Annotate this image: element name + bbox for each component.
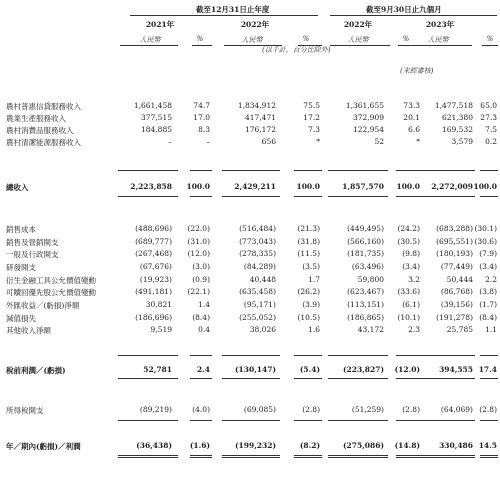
- table-cell: 9,519: [150, 325, 172, 334]
- table-cell: (488,696): [135, 224, 172, 233]
- table-cell: (683,288): [436, 224, 473, 233]
- table-cell: 52: [374, 137, 384, 146]
- table-cell: (2.8): [402, 405, 420, 414]
- table-cell: (30.1): [474, 224, 497, 233]
- year-header: 2022年: [240, 20, 270, 29]
- total-double-rule: [404, 455, 475, 458]
- table-cell: (199,232): [234, 441, 276, 450]
- table-cell: (181,735): [347, 249, 384, 258]
- row-label: 農村消費品服務收入: [6, 126, 74, 135]
- header-group-rule: [330, 15, 497, 16]
- table-cell: (635,458): [239, 287, 276, 296]
- table-cell: 372,909: [352, 113, 384, 122]
- thousands-note: (以千計，百分比除外): [262, 46, 331, 54]
- table-cell: (26.2): [297, 287, 320, 296]
- unit-rmb-header: 人民幣: [241, 36, 263, 44]
- table-cell: (19,923): [139, 275, 172, 284]
- total-double-rule: [222, 455, 280, 458]
- table-cell: (186,696): [135, 313, 172, 322]
- table-cell: (10.1): [397, 313, 420, 322]
- table-cell: (6.1): [402, 300, 420, 309]
- table-cell: 1,477,518: [434, 101, 473, 110]
- table-cell: (695,551): [436, 237, 473, 246]
- subtotal-rule: [328, 196, 388, 197]
- subtotal-rule: [118, 355, 178, 356]
- table-cell: 3.2: [408, 275, 420, 284]
- subtotal-rule: [190, 355, 212, 356]
- table-cell: 100.0: [473, 182, 497, 191]
- table-cell: (31.8): [297, 237, 320, 246]
- table-cell: (86,768): [440, 287, 473, 296]
- table-cell: (623,467): [347, 287, 384, 296]
- table-cell: 100.0: [296, 182, 320, 191]
- table-cell: (64,069): [440, 405, 473, 414]
- table-cell: (39,156): [440, 300, 473, 309]
- table-cell: (89,219): [139, 405, 172, 414]
- subtotal-rule: [480, 196, 498, 197]
- row-label: 其他收入淨額: [6, 326, 51, 335]
- year-group-title: 截至12月31日止年度: [196, 5, 270, 14]
- table-cell: 6.6: [408, 125, 420, 134]
- subtotal-rule: [294, 420, 322, 421]
- table-cell: (30.6): [474, 237, 497, 246]
- table-cell: 74.7: [193, 101, 210, 110]
- table-cell: (14.8): [394, 441, 420, 450]
- subtotal-rule: [222, 355, 280, 356]
- table-cell: (130,147): [234, 365, 276, 374]
- table-cell: 17.4: [478, 365, 497, 374]
- table-cell: 2,272,009: [431, 182, 473, 191]
- column-header-rule: [192, 45, 212, 46]
- row-label: 所得稅開支: [6, 406, 44, 415]
- year-header: 2023年: [425, 20, 455, 29]
- year-header: 2022年: [343, 20, 373, 29]
- table-cell: 1.4: [198, 300, 210, 309]
- table-cell: (5.4): [299, 365, 320, 374]
- table-cell: (21.3): [297, 224, 320, 233]
- table-cell: 330,486: [439, 441, 473, 450]
- subtotal-rule: [222, 196, 280, 197]
- column-header-rule: [406, 45, 472, 46]
- table-cell: (33.6): [397, 287, 420, 296]
- total-double-rule: [480, 455, 498, 458]
- row-label: 外匯收益／(虧損)淨額: [6, 301, 80, 310]
- table-cell: 38,026: [249, 325, 276, 334]
- table-cell: 169,532: [441, 125, 473, 134]
- row-label: 減值損失: [6, 314, 36, 323]
- subtotal-rule: [404, 378, 475, 379]
- subtotal-rule: [222, 420, 280, 421]
- table-cell: (31.0): [187, 237, 210, 246]
- table-cell: 176,172: [244, 125, 276, 134]
- total-double-rule: [328, 455, 388, 458]
- subtotal-rule: [190, 420, 212, 421]
- table-cell: (3.9): [302, 300, 320, 309]
- subtotal-rule: [480, 355, 498, 356]
- table-cell: 17.0: [193, 113, 210, 122]
- subtotal-rule: [118, 378, 178, 379]
- row-label: 農村普惠信貸服務收入: [6, 102, 81, 111]
- table-cell: (84,289): [243, 262, 276, 271]
- unit-pct-header: %: [302, 35, 310, 43]
- table-cell: 394,555: [439, 365, 473, 374]
- header-group-rule: [130, 15, 318, 16]
- table-cell: –: [206, 137, 210, 146]
- table-cell: (22.0): [187, 224, 210, 233]
- table-cell: 27.3: [480, 113, 497, 122]
- table-cell: (0.9): [192, 275, 210, 284]
- table-cell: 73.3: [403, 101, 420, 110]
- table-cell: *: [316, 137, 320, 146]
- table-cell: (3.5): [302, 262, 320, 271]
- table-cell: (22.1): [187, 287, 210, 296]
- subtotal-rule: [118, 196, 178, 197]
- subtotal-rule: [294, 196, 322, 197]
- table-cell: (12.0): [394, 365, 420, 374]
- table-cell: 2.2: [485, 275, 497, 284]
- table-cell: 75.5: [303, 101, 320, 110]
- table-cell: (2.8): [302, 405, 320, 414]
- table-cell: (11.5): [297, 249, 320, 258]
- subtotal-rule: [404, 196, 475, 197]
- table-cell: (255,052): [239, 313, 276, 322]
- total-double-rule: [190, 455, 212, 458]
- subtotal-rule: [480, 420, 498, 421]
- table-cell: (113,151): [347, 300, 384, 309]
- table-cell: 1,361,655: [345, 101, 384, 110]
- table-cell: (180,193): [436, 249, 473, 258]
- table-cell: (3.8): [479, 287, 497, 296]
- total-double-rule: [118, 455, 178, 458]
- unit-rmb-header: 人民幣: [139, 36, 161, 44]
- table-cell: 1.6: [308, 325, 320, 334]
- table-cell: (63,496): [351, 262, 384, 271]
- table-cell: (516,484): [239, 224, 276, 233]
- table-cell: 100.0: [186, 182, 210, 191]
- table-cell: (8.4): [479, 313, 497, 322]
- table-cell: 43,172: [357, 325, 384, 334]
- row-label: 銷售成本: [6, 225, 36, 234]
- table-cell: 7.5: [485, 125, 497, 134]
- unit-pct-header: %: [486, 35, 494, 43]
- table-cell: 0.4: [198, 325, 210, 334]
- column-header-rule: [482, 45, 498, 46]
- subtotal-rule: [480, 378, 498, 379]
- table-cell: 20.1: [403, 113, 420, 122]
- table-cell: 7.3: [308, 125, 320, 134]
- row-label: 研發開支: [6, 263, 36, 272]
- table-cell: 1,834,912: [237, 101, 276, 110]
- table-cell: (12.0): [187, 249, 210, 258]
- table-cell: 122,954: [352, 125, 384, 134]
- table-cell: 17.2: [303, 113, 320, 122]
- table-cell: (3.4): [402, 262, 420, 271]
- subtotal-rule: [480, 170, 498, 171]
- unit-pct-header: %: [402, 35, 410, 43]
- table-cell: 30,821: [145, 300, 172, 309]
- table-cell: (3.0): [192, 262, 210, 271]
- subtotal-rule: [328, 378, 388, 379]
- row-label: 可贖回優先股公允價值變動: [6, 288, 96, 297]
- table-cell: 1.7: [308, 275, 320, 284]
- table-cell: 50,444: [446, 275, 473, 284]
- unaudited-note: (未經審核): [400, 67, 434, 75]
- subtotal-rule: [328, 420, 388, 421]
- table-cell: 2,429,211: [234, 182, 276, 191]
- table-cell: (77,449): [440, 262, 473, 271]
- column-header-rule: [120, 45, 178, 46]
- table-cell: (9.8): [402, 249, 420, 258]
- table-cell: *: [416, 137, 420, 146]
- subtotal-rule: [222, 170, 280, 171]
- column-header-rule: [298, 45, 322, 46]
- subtotal-rule: [294, 170, 322, 171]
- subtotal-rule: [328, 355, 388, 356]
- column-header-rule: [224, 45, 282, 46]
- table-cell: (2.8): [479, 405, 497, 414]
- row-label: 稅前利潤／(虧損): [6, 366, 66, 375]
- row-label: 一般及行政開支: [6, 250, 59, 259]
- table-cell: (491,181): [135, 287, 172, 296]
- table-cell: (278,335): [239, 249, 276, 258]
- subtotal-rule: [404, 355, 475, 356]
- table-cell: 8.3: [198, 125, 210, 134]
- table-cell: 65.0: [480, 101, 497, 110]
- table-cell: (449,495): [347, 224, 384, 233]
- table-cell: (30.5): [397, 237, 420, 246]
- table-cell: 1,661,458: [133, 101, 172, 110]
- unit-rmb-header: 人民幣: [347, 36, 369, 44]
- table-cell: (689,777): [135, 237, 172, 246]
- table-cell: 25,785: [446, 325, 473, 334]
- subtotal-rule: [118, 170, 178, 171]
- table-cell: 0.2: [485, 137, 497, 146]
- row-label: 總收入: [6, 183, 29, 192]
- table-cell: (7.9): [479, 249, 497, 258]
- table-cell: (275,086): [342, 441, 384, 450]
- subtotal-rule: [328, 170, 388, 171]
- table-cell: (566,160): [347, 237, 384, 246]
- row-label: 農村清潔能源服務收入: [6, 138, 81, 147]
- table-cell: (223,827): [342, 365, 384, 374]
- subtotal-rule: [222, 378, 280, 379]
- subtotal-rule: [404, 170, 475, 171]
- table-cell: (67,676): [139, 262, 172, 271]
- table-cell: 3,579: [451, 137, 473, 146]
- table-cell: 52,781: [143, 365, 172, 374]
- row-label: 年／期內(虧損)／利潤: [6, 442, 81, 451]
- table-cell: 377,515: [140, 113, 172, 122]
- table-cell: 417,471: [244, 113, 276, 122]
- table-cell: (267,468): [135, 249, 172, 258]
- table-cell: 1,857,570: [342, 182, 384, 191]
- table-cell: 2,223,858: [130, 182, 172, 191]
- unit-rmb-header: 人民幣: [427, 36, 449, 44]
- table-cell: (36,438): [136, 441, 172, 450]
- table-cell: (10.5): [297, 313, 320, 322]
- row-label: 銷售及營銷開支: [6, 238, 59, 247]
- subtotal-rule: [404, 420, 475, 421]
- table-cell: (95,171): [243, 300, 276, 309]
- period-group-title: 截至9月30日止九個月: [366, 5, 442, 14]
- table-cell: 621,380: [441, 113, 473, 122]
- table-cell: (191,278): [436, 313, 473, 322]
- subtotal-rule: [294, 355, 322, 356]
- column-header-rule: [330, 45, 390, 46]
- table-cell: (4.0): [192, 405, 210, 414]
- table-cell: (1.6): [189, 441, 210, 450]
- subtotal-rule: [294, 378, 322, 379]
- total-double-rule: [294, 455, 322, 458]
- table-cell: 14.5: [478, 441, 497, 450]
- table-cell: (69,085): [243, 405, 276, 414]
- unit-pct-header: %: [196, 35, 204, 43]
- table-cell: (1.7): [479, 300, 497, 309]
- table-cell: (51,259): [351, 405, 384, 414]
- subtotal-rule: [190, 170, 212, 171]
- row-label: 衍生金融工具公允價值變動: [6, 276, 96, 285]
- subtotal-rule: [190, 196, 212, 197]
- table-cell: (8.2): [299, 441, 320, 450]
- table-cell: 59,800: [357, 275, 384, 284]
- table-cell: (773,043): [239, 237, 276, 246]
- table-cell: (3.4): [479, 262, 497, 271]
- row-label: 農業生產服務收入: [6, 114, 66, 123]
- table-cell: 2.3: [408, 325, 420, 334]
- table-cell: 100.0: [396, 182, 420, 191]
- table-cell: 184,885: [140, 125, 172, 134]
- year-header: 2021年: [145, 20, 175, 29]
- table-cell: (8.4): [192, 313, 210, 322]
- table-cell: (24.2): [397, 224, 420, 233]
- subtotal-rule: [118, 420, 178, 421]
- table-cell: (186,865): [347, 313, 384, 322]
- table-cell: 1.1: [485, 325, 497, 334]
- subtotal-rule: [190, 378, 212, 379]
- table-cell: –: [168, 137, 172, 146]
- table-cell: 40,448: [249, 275, 276, 284]
- table-cell: 656: [261, 137, 276, 146]
- table-cell: 2.4: [196, 365, 210, 374]
